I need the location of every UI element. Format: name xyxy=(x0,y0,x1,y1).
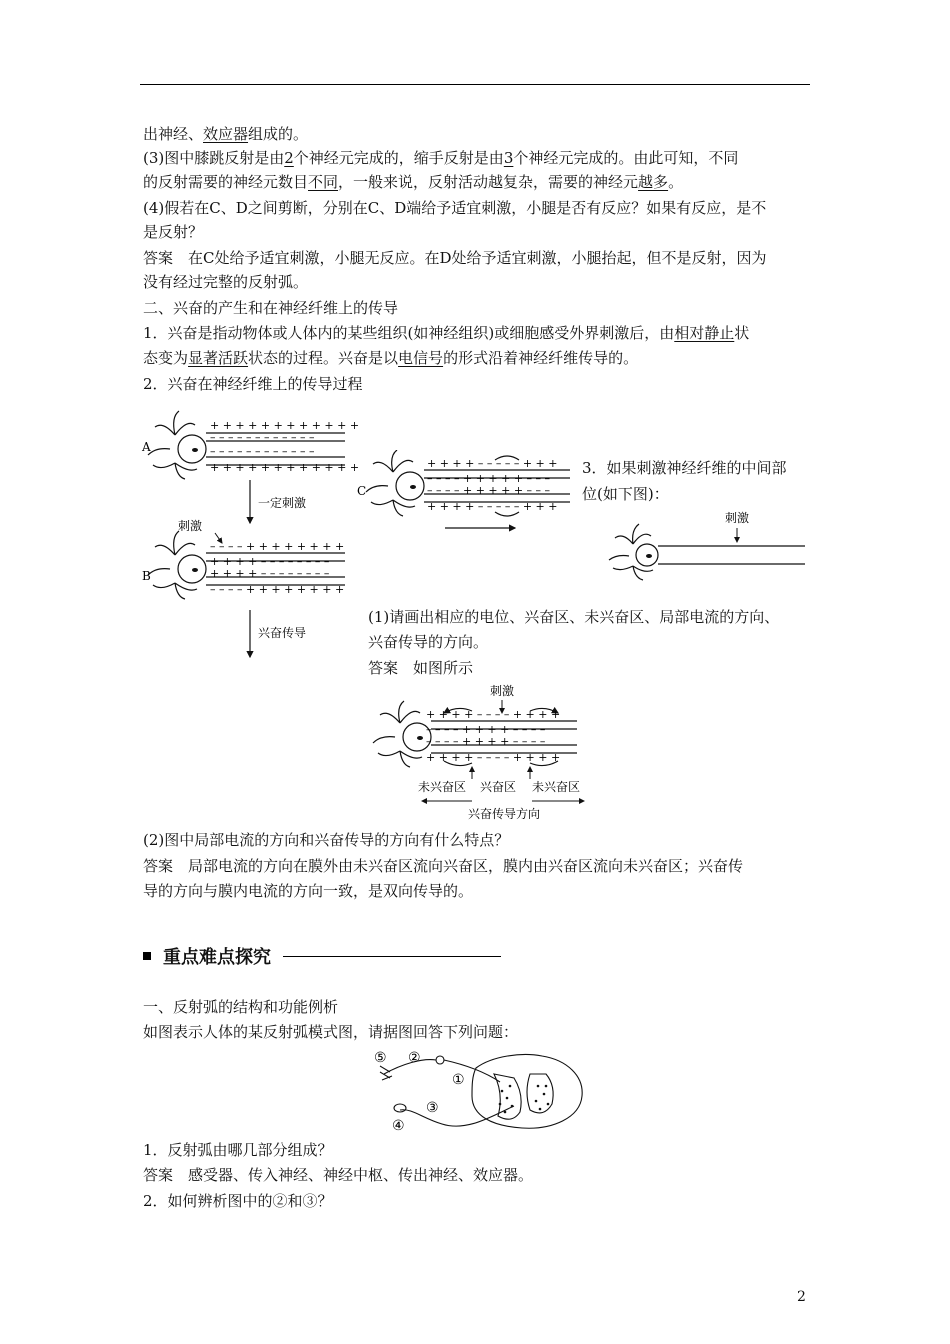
label-c: C xyxy=(357,484,367,498)
row-b-mid2: + + + + – – – – – – – – xyxy=(210,567,330,580)
q31-answer: 答案 如图所示 xyxy=(368,659,474,677)
section-heading xyxy=(143,943,501,969)
page-number: 2 xyxy=(797,1289,806,1305)
answer-line: 没有经过完整的反射弧。 xyxy=(143,273,309,291)
label-b: B xyxy=(142,569,151,583)
q3-text: 位(如下图)： xyxy=(582,485,669,503)
text-line: 是反射？ xyxy=(143,223,204,241)
text-line: 的反射需要的神经元数目不同，一般来说，反射活动越复杂，需要的神经元越多。 xyxy=(143,173,684,191)
reflex-label-4: ④ xyxy=(392,1118,405,1134)
text-line: (4)假若在C、D之间剪断，分别在C、D端给予适宜刺激，小腿是否有反应？如果有反应，是不 xyxy=(143,199,767,217)
svg-text:– – – – + + + + + – – –: – – – – + + + + + – – – xyxy=(427,472,551,485)
q1-text: 1．反射弧由哪几部分组成？ xyxy=(143,1141,333,1159)
text-line: 2．兴奋在神经纤维上的传导过程 xyxy=(143,375,363,393)
header-rule xyxy=(140,84,810,85)
conduct-label: 兴奋传导 xyxy=(258,626,307,640)
focus-intro: 如图表示人体的某反射弧模式图，请据图回答下列问题： xyxy=(143,1023,519,1041)
svg-text:+ + + + – – – – – + + +: + + + + – – – – – + + + xyxy=(427,457,558,470)
text-line: 1．兴奋是指动物体或人体内的某些组织(如神经组织)或细胞感受外界刺激后，由相对静止状 xyxy=(143,324,750,342)
heading-rule xyxy=(283,956,501,957)
q2-text: 2．如何辨析图中的②和③？ xyxy=(143,1192,333,1210)
svg-text:+ + + + – – – – + + + +: + + + + – – – – + + + + xyxy=(426,708,561,721)
svg-text:– – – – + + + + + – – –: – – – – + + + + + – – – xyxy=(427,484,551,497)
text-line: 态变为显著活跃状态的过程。兴奋是以电信号的形式沿着神经纤维传导的。 xyxy=(143,349,639,367)
stim-step-label: 一定刺激 xyxy=(258,496,307,510)
q32-answer: 答案 局部电流的方向在膜外由未兴奋区流向兴奋区，膜内由兴奋区流向未兴奋区；兴奋传 xyxy=(143,857,744,875)
reflex-label-2: ② xyxy=(408,1050,421,1066)
stimulus-middle-diagram xyxy=(605,508,810,598)
text-line: (3)图中膝跳反射是由2个神经元完成的，缩手反射是由3个神经元完成的。由此可知，不同 xyxy=(143,149,739,167)
section-title: 二、兴奋的产生和在神经纤维上的传导 xyxy=(143,299,399,317)
text-line: 出神经、效应器组成的。 xyxy=(143,125,309,143)
row-b-bot: – – – – + + + + + + + + xyxy=(210,583,345,596)
q31-text: (1)请画出相应的电位、兴奋区、未兴奋区、局部电流的方向、 xyxy=(368,608,780,626)
q31-text: 兴奋传导的方向。 xyxy=(368,633,489,651)
svg-text:+ + + + – – – – – + + +: + + + + – – – – – + + + xyxy=(427,500,558,513)
row-a-bot: + + + + + + + + + + + + xyxy=(210,461,360,474)
svg-text:– – – – + + + + – – – –: – – – – + + + + – – – – xyxy=(426,723,546,736)
square-bullet-icon xyxy=(143,952,151,960)
q32-answer: 导的方向与膜内电流的方向一致，是双向传导的。 xyxy=(143,882,474,900)
label-a: A xyxy=(142,440,151,454)
row-a-mid: – – – – – – – – – – – – xyxy=(210,431,315,444)
row-b-top: – – – – + + + + + + + + xyxy=(210,540,345,553)
q3-text: 3．如果刺激神经纤维的中间部 xyxy=(582,459,787,477)
row-b-mid: + + + + – – – – – – – – xyxy=(210,555,330,568)
q32-text: (2)图中局部电流的方向和兴奋传导的方向有什么特点？ xyxy=(143,831,510,849)
excited-label: 兴奋区 xyxy=(480,780,517,794)
conduct-dir-label: 兴奋传导方向 xyxy=(468,807,541,821)
row-a-top: + + + + + + + + + + + + xyxy=(210,419,360,432)
svg-text:– – – – + + + + – – – –: – – – – + + + + – – – – xyxy=(426,735,546,748)
heading-text: 重点难点探究 xyxy=(163,947,271,968)
stim-label: 刺激 xyxy=(178,519,203,533)
reflex-label-5: ⑤ xyxy=(374,1050,387,1066)
a1-text: 答案 感受器、传入神经、神经中枢、传出神经、效应器。 xyxy=(143,1166,534,1184)
reflex-label-1: ① xyxy=(452,1072,465,1088)
reflex-arc-diagram xyxy=(372,1046,587,1134)
unexcited-label: 未兴奋区 xyxy=(532,780,581,794)
reflex-label-3: ③ xyxy=(426,1100,439,1116)
svg-text:+ + + + – – – – + + + +: + + + + – – – – + + + + xyxy=(426,751,561,764)
unexcited-label: 未兴奋区 xyxy=(418,780,467,794)
answer-line: 答案 在C处给予适宜刺激，小腿无反应。在D处给予适宜刺激，小腿抬起，但不是反射，因为 xyxy=(143,249,767,267)
row-a-mid2: – – – – – – – – – – – – xyxy=(210,445,315,458)
neuron-diagram-c xyxy=(355,450,580,540)
neuron-diagram-ab xyxy=(140,405,360,665)
stim-label: 刺激 xyxy=(490,684,515,698)
answer-diagram xyxy=(362,683,592,823)
stim-label: 刺激 xyxy=(725,511,750,525)
focus-section-title: 一、反射弧的结构和功能例析 xyxy=(143,998,339,1016)
